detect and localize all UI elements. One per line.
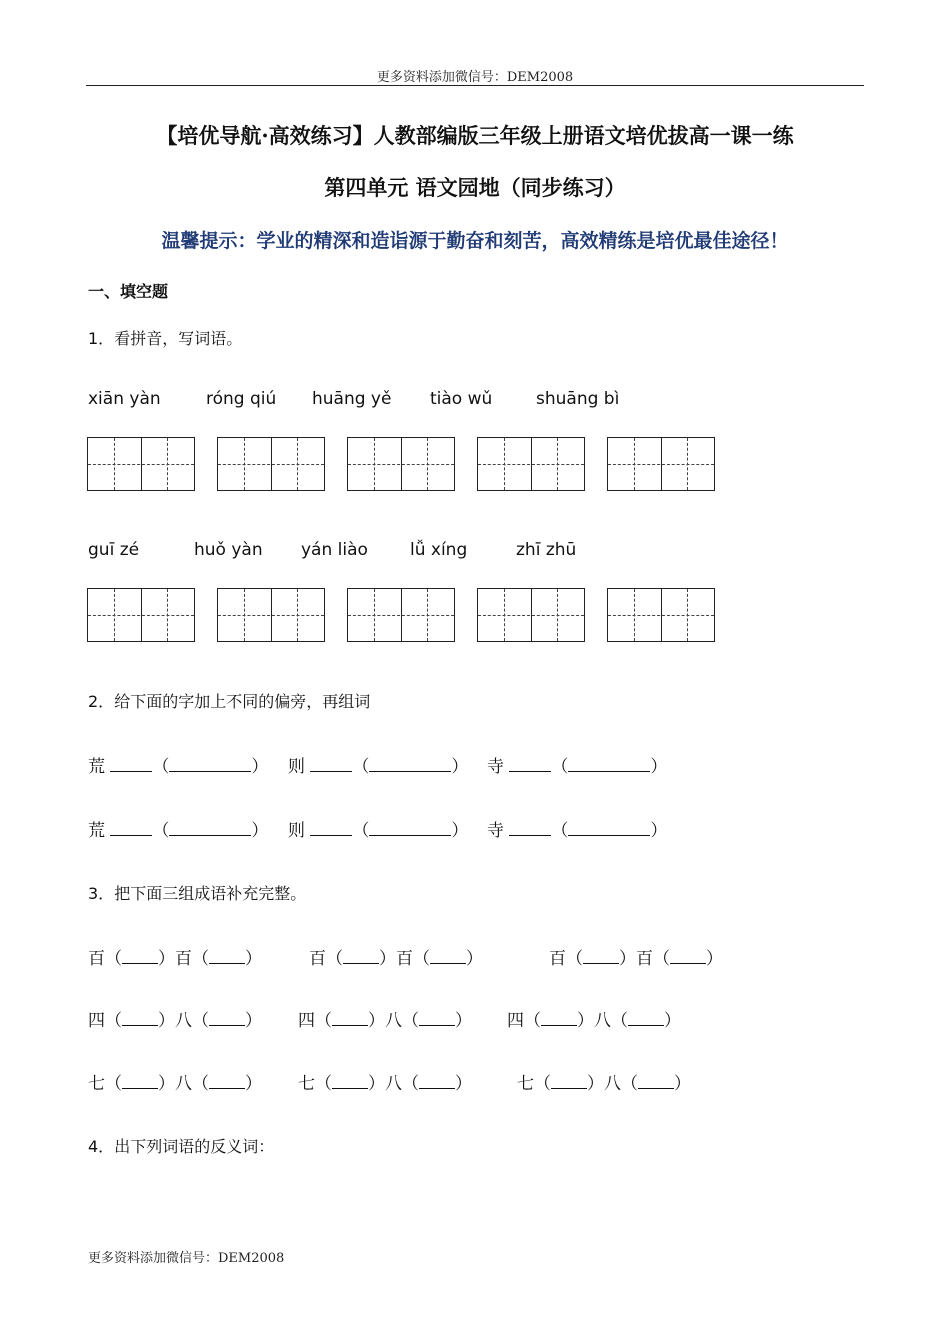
idiom-char: 八 [385, 1074, 402, 1094]
word-blank[interactable] [568, 757, 650, 772]
word-blank[interactable] [169, 821, 251, 836]
radical-blank[interactable] [110, 821, 152, 836]
idiom-char: 八 [385, 1011, 402, 1031]
question-1-text: 看拼音，写词语。 [114, 329, 243, 348]
question-2-number: 2． [88, 692, 115, 711]
pinyin-2-2: huǒ yàn [194, 540, 263, 560]
word-blank[interactable] [369, 757, 451, 772]
idiom-blank[interactable] [419, 1011, 455, 1026]
idiom-blank[interactable] [670, 949, 706, 964]
pinyin-2-4: lǚ xíng [410, 540, 468, 560]
idiom-blank[interactable] [541, 1011, 577, 1026]
question-1-number: 1． [88, 329, 115, 348]
radical-blank[interactable] [509, 757, 551, 772]
question-2 [88, 689, 370, 712]
header-note: 更多资料添加微信号：DEM2008 [376, 70, 574, 85]
question-2-text: 给下面的字加上不同的偏旁，再组词 [114, 692, 371, 711]
idiom-char: 七 [88, 1074, 105, 1094]
title-line-1: 【培优导航·高效练习】人教部编版三年级上册语文培优拔高一课一练 [156, 123, 794, 148]
idiom-blank[interactable] [628, 1011, 664, 1026]
idiom-blank[interactable] [343, 949, 379, 964]
question-4-text: 出下列词语的反义词： [114, 1137, 275, 1156]
radical-blank[interactable] [110, 757, 152, 772]
radical-blank[interactable] [509, 821, 551, 836]
question-1 [88, 326, 242, 349]
idiom-char: 四 [507, 1011, 524, 1031]
pinyin-2-5: zhī zhū [516, 540, 577, 560]
idiom-blank[interactable] [332, 1011, 368, 1026]
radical-char: 寺 [487, 757, 504, 777]
writing-grid[interactable] [607, 437, 715, 491]
idiom-blank[interactable] [638, 1074, 674, 1089]
word-blank[interactable] [169, 757, 251, 772]
idiom-blank[interactable] [209, 949, 245, 964]
idiom-char: 四 [88, 1011, 105, 1031]
idiom-char: 八 [604, 1074, 621, 1094]
writing-grid[interactable] [477, 588, 585, 642]
pinyin-1-1: xiān yàn [88, 389, 161, 409]
radical-blank[interactable] [310, 757, 352, 772]
writing-grid[interactable] [607, 588, 715, 642]
idiom-char: 八 [594, 1011, 611, 1031]
section-heading-fill-blank: 一、填空题 [88, 282, 169, 301]
question-3-text: 把下面三组成语补充完整。 [114, 884, 307, 903]
radical-blank[interactable] [310, 821, 352, 836]
idiom-blank[interactable] [122, 949, 158, 964]
idiom-blank[interactable] [583, 949, 619, 964]
writing-grid[interactable] [347, 588, 455, 642]
idiom-blank[interactable] [419, 1074, 455, 1089]
idiom-char: 百 [175, 949, 192, 969]
writing-grid[interactable] [477, 437, 585, 491]
radical-char: 荒 [88, 821, 105, 841]
question-4-number: 4． [88, 1137, 115, 1156]
word-blank[interactable] [369, 821, 451, 836]
title-line-2: 第四单元 语文园地（同步练习） [324, 175, 626, 200]
idiom-blank[interactable] [209, 1074, 245, 1089]
pinyin-1-4: tiào wǔ [430, 389, 493, 409]
radical-char: 荒 [88, 757, 105, 777]
idiom-char: 七 [298, 1074, 315, 1094]
pinyin-2-3: yán liào [301, 540, 368, 560]
idiom-char: 百 [396, 949, 413, 969]
writing-grid[interactable] [217, 437, 325, 491]
idiom-blank[interactable] [122, 1074, 158, 1089]
writing-grid[interactable] [87, 437, 195, 491]
idiom-char: 八 [175, 1011, 192, 1031]
question-3 [88, 881, 306, 904]
footer-note: 更多资料添加微信号：DEM2008 [88, 1251, 285, 1266]
writing-grid[interactable] [347, 437, 455, 491]
idiom-char: 百 [636, 949, 653, 969]
idiom-char: 四 [298, 1011, 315, 1031]
pinyin-1-5: shuāng bì [536, 389, 620, 409]
question-4 [88, 1134, 274, 1157]
word-blank[interactable] [568, 821, 650, 836]
header-rule [86, 85, 864, 86]
writing-grid[interactable] [217, 588, 325, 642]
radical-char: 则 [288, 821, 305, 841]
pinyin-1-3: huāng yě [312, 389, 392, 409]
writing-grid[interactable] [87, 588, 195, 642]
idiom-blank[interactable] [551, 1074, 587, 1089]
idiom-char: 百 [549, 949, 566, 969]
warm-tip: 温馨提示：学业的精深和造诣源于勤奋和刻苦，高效精练是培优最佳途径！ [161, 230, 789, 252]
radical-char: 则 [288, 757, 305, 777]
idiom-blank[interactable] [209, 1011, 245, 1026]
question-3-number: 3． [88, 884, 115, 903]
idiom-blank[interactable] [332, 1074, 368, 1089]
radical-char: 寺 [487, 821, 504, 841]
idiom-char: 百 [88, 949, 105, 969]
idiom-char: 百 [309, 949, 326, 969]
idiom-char: 七 [517, 1074, 534, 1094]
idiom-char: 八 [175, 1074, 192, 1094]
pinyin-1-2: róng qiú [206, 389, 277, 409]
pinyin-2-1: guī zé [88, 540, 140, 560]
idiom-blank[interactable] [430, 949, 466, 964]
idiom-blank[interactable] [122, 1011, 158, 1026]
